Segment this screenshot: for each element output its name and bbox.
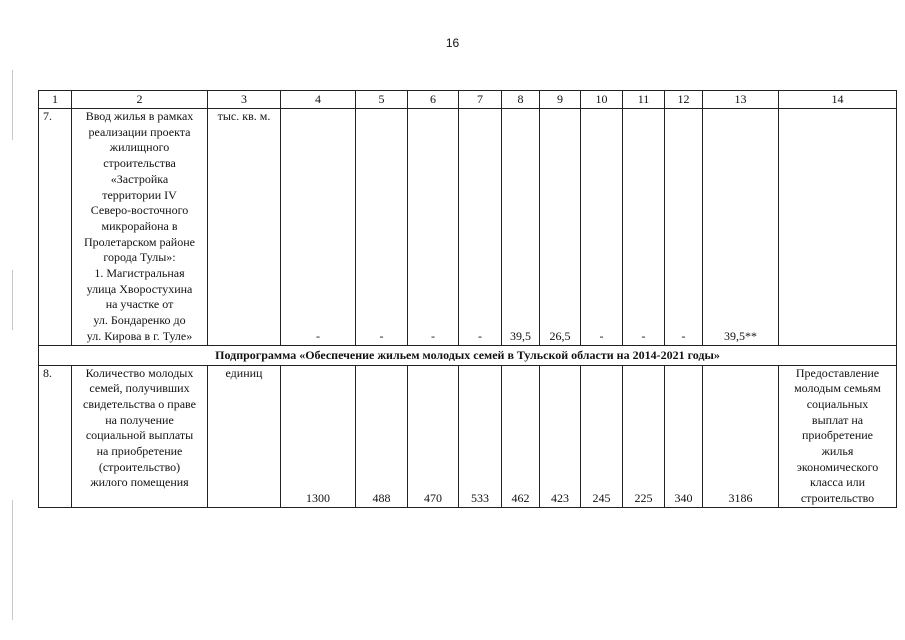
header-cell: 3: [208, 91, 281, 109]
table-row-7: [39, 109, 897, 346]
header-cell: 10: [581, 91, 623, 109]
description-line: реализации проекта: [88, 124, 191, 139]
value-cell: -: [665, 109, 703, 346]
header-cell: 1: [39, 91, 72, 109]
header-cell: 14: [779, 91, 897, 109]
header-cell: 8: [502, 91, 540, 109]
page-number: 16: [445, 36, 460, 50]
description-line: улица Хворостухина: [86, 281, 193, 296]
value-cell: -: [408, 109, 459, 346]
description-line: на приобретение: [96, 444, 183, 459]
value-cell: 245: [581, 365, 623, 507]
description-line: Ввод жилья в рамках: [85, 109, 194, 123]
value-cell: 340: [665, 365, 703, 507]
header-cell: 11: [623, 91, 665, 109]
header-row: [39, 91, 897, 109]
description-line: Пролетарском районе: [84, 234, 195, 249]
value-cell: 26,5: [540, 109, 581, 346]
row-number: 8.: [39, 365, 72, 507]
description-line: микрорайона в: [101, 218, 178, 233]
description-line: социальной выплаты: [85, 428, 194, 443]
header-cell: 5: [356, 91, 408, 109]
note-cell: [779, 365, 897, 507]
value-cell: -: [459, 109, 502, 346]
unit-cell: тыс. кв. м.: [208, 109, 281, 346]
value-cell: -: [281, 109, 356, 346]
row-number: 7.: [39, 109, 72, 346]
value-cell: 533: [459, 365, 502, 507]
description-line: города Тулы»:: [103, 250, 176, 265]
description-line: жилищного: [109, 140, 170, 155]
value-cell: 488: [356, 365, 408, 507]
header-cell: 4: [281, 91, 356, 109]
description-line: Количество молодых: [85, 365, 194, 380]
description-line: ул. Кирова в г. Туле»: [86, 328, 193, 343]
value-cell: -: [356, 109, 408, 346]
subprogram-row: [39, 345, 897, 365]
value-cell: -: [581, 109, 623, 346]
header-cell: 6: [408, 91, 459, 109]
note-line: жилья: [821, 444, 854, 459]
note-line: Предоставление: [795, 365, 880, 380]
description-line: территории IV: [102, 187, 177, 202]
scan-artifact-line: [12, 270, 13, 330]
description-line: на участке от: [105, 297, 174, 312]
header-cell: 7: [459, 91, 502, 109]
description-line: на получение: [105, 412, 174, 427]
scan-artifact-line: [12, 500, 13, 620]
note-line: экономического: [796, 459, 879, 474]
note-line: выплат на: [811, 412, 864, 427]
note-line: приобретение: [801, 428, 873, 443]
value-cell: 462: [502, 365, 540, 507]
note-line: строительство: [800, 491, 875, 506]
indicators-table: [38, 90, 897, 508]
note-cell: [779, 109, 897, 346]
description-line: «Застройка: [110, 171, 169, 186]
value-cell: 470: [408, 365, 459, 507]
indicator-description: [72, 365, 208, 507]
description-line: 1. Магистральная: [94, 266, 185, 281]
value-cell: 225: [623, 365, 665, 507]
header-cell: 9: [540, 91, 581, 109]
note-line: социальных: [806, 396, 869, 411]
header-cell: 2: [72, 91, 208, 109]
value-cell: -: [623, 109, 665, 346]
description-line: (строительство): [98, 459, 181, 474]
description-line: строительства: [103, 156, 176, 171]
note-line: молодым семьям: [794, 381, 881, 396]
note-line: класса или: [809, 475, 866, 490]
description-line: ул. Бондаренко до: [93, 313, 186, 328]
table-row-8: [39, 365, 897, 507]
description-line: Северо-восточного: [90, 203, 189, 218]
description-line: семей, получивших: [89, 381, 190, 396]
total-cell: 39,5**: [703, 109, 779, 346]
description-line: свидетельства о праве: [83, 396, 196, 411]
indicator-description: [72, 109, 208, 346]
value-cell: 1300: [281, 365, 356, 507]
header-cell: 12: [665, 91, 703, 109]
value-cell: 423: [540, 365, 581, 507]
subprogram-title: Подпрограмма «Обеспечение жильем молодых семей в Тульской области на 2014-2021 годы»: [39, 345, 897, 365]
scan-artifact-line: [12, 70, 13, 140]
unit-cell: единиц: [208, 365, 281, 507]
total-cell: 3186: [703, 365, 779, 507]
value-cell: 39,5: [502, 109, 540, 346]
header-cell: 13: [703, 91, 779, 109]
description-line: жилого помещения: [90, 475, 189, 490]
